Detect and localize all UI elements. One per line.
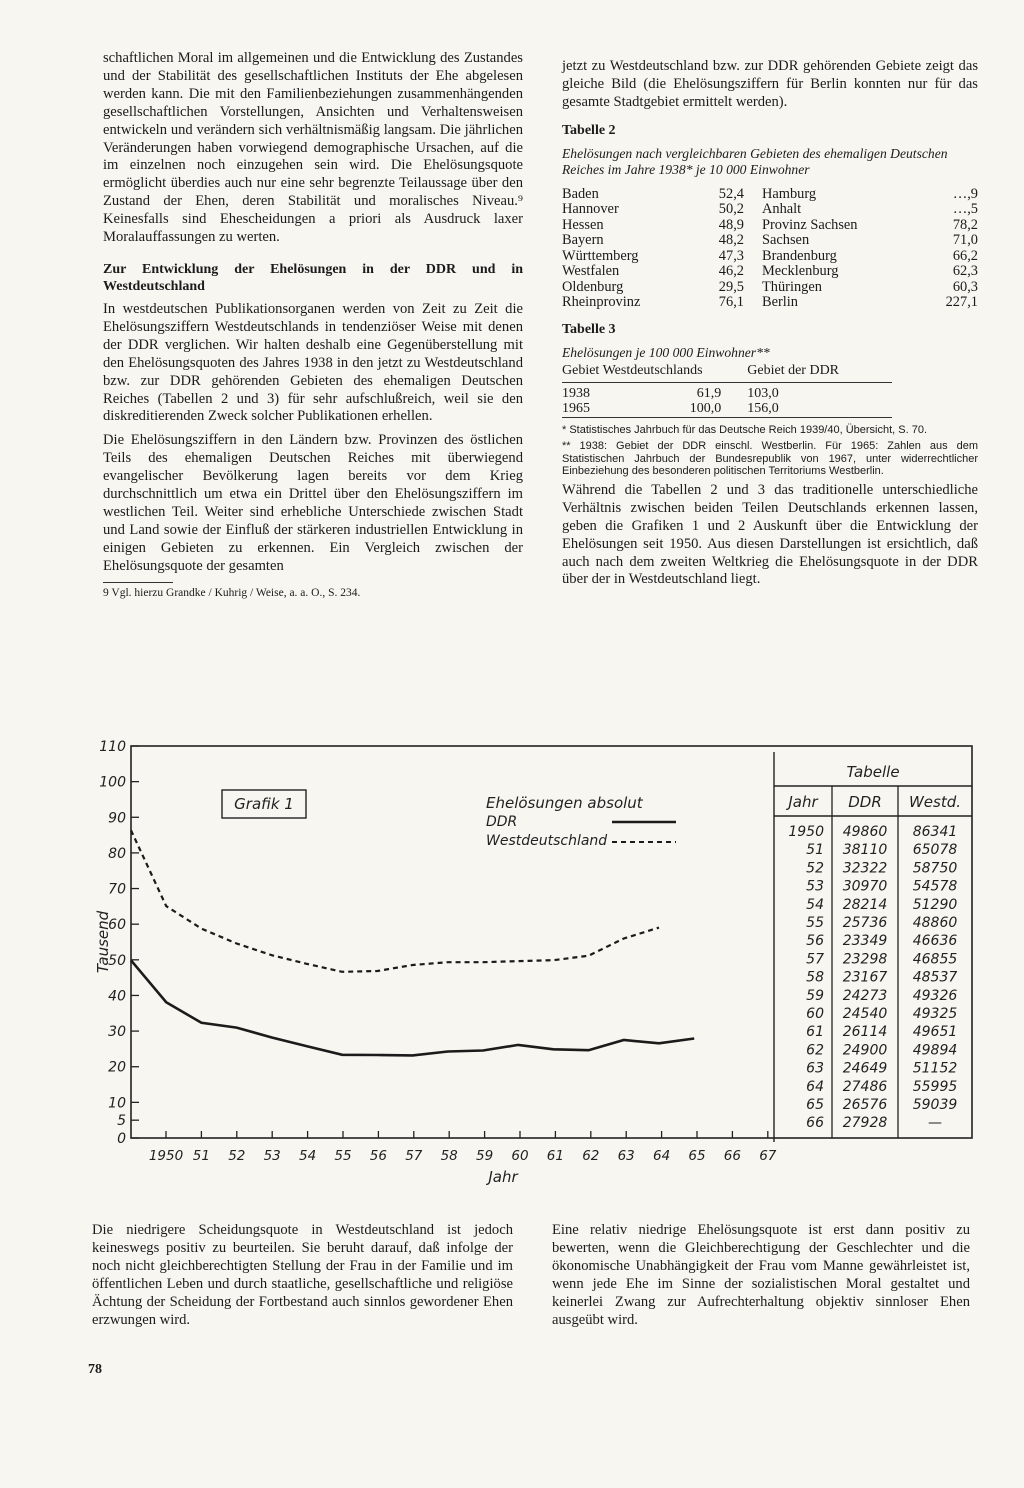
table2-value: 71,0 — [952, 232, 978, 249]
table3-west: 100,0 — [689, 401, 722, 417]
embedded-table-west: 46855 — [912, 951, 958, 968]
x-tick-label: 58 — [440, 1148, 458, 1164]
table2-region: Provinz Sachsen — [761, 216, 858, 233]
x-tick-label: 66 — [723, 1148, 741, 1164]
x-tick-label: 1950 — [148, 1148, 184, 1164]
paragraph: Während die Tabellen 2 und 3 das traditionelle unterschiedliche Verhältnis zwischen beiden Teilen Deutschlands erkennen lassen, geben die Grafiken 1 und 2 Auskunft über die Entwicklung der Ehelösungen seit 1950. Aus diesen Darstellungen ist ersichtlich, daß auch nach dem zweiten Weltkrieg die Ehelösungsquote in der DDR über der in Westdeutschland liegt. — [562, 481, 978, 588]
page-number: 78 — [88, 1362, 102, 1377]
x-axis-label: Jahr — [488, 1168, 518, 1186]
y-tick-label: 40 — [108, 988, 126, 1005]
embedded-table-year: 51 — [806, 842, 824, 859]
x-tick-label: 62 — [582, 1148, 600, 1164]
embedded-table-ddr: 24649 — [842, 1060, 888, 1077]
table3-header-ddr: Gebiet der DDR — [747, 363, 840, 379]
legend-title: Ehelösungen absolut — [486, 794, 643, 812]
embedded-table-year: 56 — [806, 933, 824, 950]
embedded-table-west: 49894 — [912, 1042, 958, 1059]
embedded-table-year: 52 — [806, 860, 824, 877]
legend-label-ddr: DDR — [486, 814, 518, 830]
note: * Statistisches Jahrbuch für das Deutsche Reich 1939/40, Übersicht, S. 70. — [562, 423, 928, 436]
embedded-table-ddr: 23167 — [842, 969, 888, 986]
x-tick-label: 60 — [511, 1148, 529, 1164]
table2-row — [562, 280, 978, 296]
paragraph: Die Ehelösungsziffern in den Ländern bzw. Provinzen des östlichen Teils des ehemaligen Deutschen Reiches mit überwiegend evangelischer Bevölkerung lagen bereits vor dem Krieg durchschnittlich um etwa ein Drittel über den Ehelösungsziffern im westlichen Teil. Weiter sind erhebliche Unterschiede zwischen Stadt und Land sowie der Einfluß der stärkeren industriellen Entwicklung in einigen Gebieten zu erkennen. Ein Vergleich zwischen der Ehelösungsquote der gesamten — [103, 432, 523, 574]
embedded-table-year: 60 — [806, 1006, 824, 1022]
table2-value: 78,2 — [952, 216, 978, 233]
grafik-1-chart — [0, 730, 1024, 1190]
embedded-table-year: 61 — [806, 1024, 824, 1041]
embedded-table-ddr: 27928 — [842, 1115, 888, 1132]
embedded-table-ddr: 23349 — [842, 933, 888, 950]
table2-region: Württemberg — [562, 247, 639, 264]
embedded-table-west: 59039 — [912, 1097, 958, 1113]
x-tick-label: 53 — [263, 1148, 281, 1164]
table2-row — [562, 218, 978, 234]
y-tick-label: 110 — [99, 739, 126, 755]
embedded-table-ddr: 24273 — [842, 987, 888, 1004]
table2-value: 60,3 — [952, 278, 978, 295]
y-tick-label: 100 — [99, 774, 126, 791]
x-tick-label: 51 — [192, 1148, 210, 1164]
table2-row — [562, 187, 978, 203]
y-tick-label: 70 — [108, 881, 126, 898]
x-tick-label: 63 — [617, 1148, 635, 1164]
embedded-table-west: 48860 — [912, 915, 958, 931]
table2-region: Rheinprovinz — [562, 294, 641, 311]
note: ** 1938: Gebiet der DDR einschl. Westberlin. Für 1965: Zahlen aus dem Statistischen Jahrbuch der Bundesrepublik von 1967, unter widerrechtlicher Einbeziehung des besonderen politischen Territoriums Westberlin. — [562, 440, 978, 478]
table2-value: 29,5 — [718, 278, 744, 295]
table2-value: 46,2 — [718, 263, 744, 280]
embedded-table-west: 65078 — [912, 842, 958, 859]
table2-value: 52,4 — [718, 185, 744, 202]
x-tick-label: 54 — [299, 1148, 317, 1164]
embedded-table-ddr: 32322 — [842, 860, 888, 877]
embedded-table-west: 54578 — [912, 878, 958, 895]
embedded-table-year: 63 — [806, 1060, 824, 1077]
embedded-table-year: 65 — [806, 1097, 824, 1113]
table2-row — [562, 264, 978, 280]
embedded-table-year: 57 — [806, 951, 824, 968]
embedded-table-ddr: 27486 — [842, 1078, 888, 1095]
y-tick-label: 80 — [108, 845, 126, 862]
table2-region: Sachsen — [761, 232, 810, 249]
paragraph: In westdeutschen Publikationsorganen werden von Zeit zu Zeit die Ehelösungsziffern Westdeutschlands in tendenziöser Weise mit denen der DDR verglichen. Wir halten deshalb eine Gegenüberstellung mit den Ehelösungsquoten des Jahres 1938 in den jetzt zu Westdeutschland bzw. zur DDR gehörenden Gebieten des ehemaligen Deutschen Reiches (Tabellen 2 und 3) für sehr aufschlußreich, weil sie den diskreditierenden Zweck solcher Publikationen erhellen. — [103, 300, 523, 425]
y-tick-label: 20 — [108, 1059, 126, 1076]
table3-title: Tabelle 3 — [562, 321, 616, 337]
table2-region: Oldenburg — [562, 278, 624, 295]
table2-row — [562, 202, 978, 218]
table2-value: …,9 — [952, 185, 978, 202]
table2-title: Tabelle 2 — [562, 122, 616, 138]
series-line-westdeutschland — [131, 830, 659, 972]
embedded-table-west: 48537 — [912, 969, 958, 986]
y-tick-label: 60 — [108, 917, 126, 934]
x-tick-label: 56 — [369, 1148, 387, 1164]
table3-row — [562, 401, 892, 417]
table2-value: 62,3 — [952, 263, 978, 280]
y-tick-label: 10 — [108, 1095, 126, 1112]
table2-region: Hessen — [562, 216, 604, 233]
embedded-table-west: 51152 — [912, 1060, 958, 1077]
table3-ddr: 103,0 — [747, 385, 779, 401]
table2-value: 50,2 — [718, 201, 744, 218]
footnote-rule — [103, 582, 173, 583]
embedded-table-year: 54 — [806, 896, 824, 913]
embedded-table-header: Westd. — [908, 793, 962, 811]
table2-value: 227,1 — [945, 294, 978, 311]
embedded-table-ddr: 38110 — [842, 842, 888, 859]
table2-row — [562, 295, 978, 311]
bottom-left-paragraph: Die niedrigere Scheidungsquote in Westdeutschland ist jedoch keineswegs positiv zu beurteilen. Sie beruht darauf, daß infolge der noch nicht gleichberechtigten Stellung der Frau in der Familie und im öffentlichen Leben und durch staatliche, gesellschaftliche und religiöse Ächtung der Scheidung der Fortbestand auch sinnlos gewordener Ehen erzwungen wird. — [92, 1222, 513, 1328]
table2-value: 48,2 — [718, 232, 744, 249]
embedded-table-ddr: 26114 — [842, 1024, 888, 1041]
embedded-table-west: 49325 — [912, 1006, 958, 1022]
embedded-table-ddr: 26576 — [842, 1097, 888, 1113]
x-tick-label: 65 — [688, 1148, 706, 1164]
table2-value: …,5 — [952, 201, 978, 218]
table3-year: 1965 — [562, 401, 590, 417]
table2 — [562, 187, 978, 311]
table2-region: Thüringen — [761, 278, 822, 295]
embedded-table-ddr: 28214 — [842, 896, 888, 913]
table3-ddr: 156,0 — [747, 401, 779, 417]
embedded-table-header: Jahr — [788, 793, 818, 811]
table2-region: Westfalen — [562, 263, 620, 280]
left-column — [103, 50, 523, 600]
table2-value: 66,2 — [952, 247, 978, 264]
series-line-ddr — [131, 960, 694, 1055]
paragraph: schaftlichen Moral im allgemeinen und die Entwicklung des Zustandes und der Stabilität des gesellschaftlichen Instituts der Ehe abgelesen werden kann. Die mit den Familienbeziehungen zusammenhängenden gesellschaftlichen Vorstellungen, Ansichten und Verhaltensweisen entwickeln und verändern sich verhältnismäßig langsam. Die jährlichen Veränderungen haben vorwiegend demographische Ursachen, auf die im einzelnen noch einzugehen sein wird. Die Ehelösungsquote ermöglicht überdies auch nur eine sehr begrenzte Teilaussage über den Zustand der Ehen, deren Stabilität und moralisches Niveau.⁹ Keinesfalls sind Ehescheidungen a priori als Ausdruck laxer Moralauffassungen zu werten. — [103, 50, 523, 246]
table2-region: Mecklenburg — [761, 263, 839, 280]
footnote: 9 Vgl. hierzu Grandke / Kuhrig / Weise, a. a. O., S. 234. — [103, 586, 361, 599]
embedded-table-year: 64 — [806, 1078, 824, 1095]
embedded-table-ddr: 23298 — [842, 951, 888, 968]
embedded-table-ddr: 49860 — [842, 824, 888, 840]
chart-title: Grafik 1 — [234, 795, 294, 813]
table2-region: Baden — [562, 185, 599, 202]
table2-region: Brandenburg — [761, 247, 837, 264]
embedded-table-west: 55995 — [912, 1078, 958, 1095]
table2-caption: Ehelösungen nach vergleichbaren Gebieten des ehemaligen Deutschen Reiches im Jahre 1938* je 10 000 Einwohner — [562, 145, 948, 178]
embedded-table-title: Tabelle — [846, 763, 900, 781]
table2-value: 48,9 — [718, 216, 744, 233]
legend-label-west: Westdeutschland — [486, 833, 608, 849]
embedded-table-west: 49651 — [912, 1024, 958, 1041]
y-tick-label: 5 — [117, 1113, 126, 1130]
x-tick-label: 55 — [334, 1148, 352, 1164]
embedded-table-year: 58 — [806, 969, 824, 986]
x-tick-label: 52 — [228, 1148, 246, 1164]
embedded-table-year: 62 — [806, 1042, 824, 1059]
embedded-table-year: 55 — [806, 915, 824, 931]
table2-row — [562, 249, 978, 265]
y-tick-label: 0 — [117, 1131, 126, 1147]
x-tick-label: 59 — [476, 1148, 494, 1164]
embedded-table-ddr: 30970 — [842, 878, 888, 895]
embedded-table-west: 86341 — [912, 824, 958, 840]
embedded-table-ddr: 24900 — [842, 1042, 888, 1059]
table2-region: Bayern — [562, 232, 604, 249]
table3-header-west: Gebiet Westdeutschlands — [562, 363, 703, 379]
y-tick-label: 90 — [108, 810, 126, 827]
table2-region: Anhalt — [761, 201, 802, 218]
table3-row — [562, 382, 892, 401]
y-axis-label: Tausend — [94, 910, 112, 974]
table2-region: Berlin — [761, 294, 798, 311]
x-tick-label: 57 — [405, 1148, 423, 1164]
table3-west: 61,9 — [696, 385, 722, 401]
y-tick-label: 30 — [108, 1024, 126, 1041]
table3-caption: Ehelösungen je 100 000 Einwohner** — [562, 344, 770, 360]
paragraph: jetzt zu Westdeutschland bzw. zur DDR gehörenden Gebiete zeigt das gleiche Bild (die Ehelösungsziffern für Berlin konnten nur für das gesamte Stadtgebiet ermittelt werden). — [562, 58, 978, 110]
embedded-table-ddr: 24540 — [842, 1006, 888, 1022]
x-tick-label: 64 — [653, 1148, 671, 1164]
table2-value: 76,1 — [718, 294, 744, 311]
embedded-table-west: 58750 — [912, 860, 958, 877]
embedded-table-year: 66 — [806, 1115, 824, 1132]
embedded-table-ddr: 25736 — [842, 915, 888, 931]
table2-value: 47,3 — [718, 247, 744, 264]
x-tick-label: 67 — [759, 1148, 777, 1164]
table2-region: Hamburg — [761, 185, 817, 202]
embedded-table-year: 53 — [806, 878, 824, 895]
bottom-right-paragraph: Eine relativ niedrige Ehelösungsquote ist erst dann positiv zu bewerten, wenn die Gleichberechtigung der Geschlechter und die ökonomische Unabhängigkeit der Frau vom Manne gewährleistet ist, wenn jede Ehe im Sinne der sozialistischen Moral gestaltet und keinerlei Zwang zur Aufrechterhaltung objektiv sinnloser Ehen ausgeübt wird. — [552, 1222, 970, 1328]
y-tick-label: 50 — [108, 952, 126, 969]
table3 — [562, 363, 892, 418]
section-heading: Zur Entwicklung der Ehelösungen in der DDR und in Westdeutschland — [103, 261, 523, 294]
embedded-table-header: DDR — [848, 793, 882, 811]
right-column — [562, 58, 978, 595]
embedded-table-west: 51290 — [912, 896, 958, 913]
embedded-table-year: 59 — [806, 987, 824, 1004]
table3-year: 1938 — [562, 385, 590, 401]
embedded-table-west: 46636 — [912, 933, 958, 950]
table-notes — [562, 424, 978, 478]
table2-row — [562, 233, 978, 249]
table2-region: Hannover — [562, 201, 619, 218]
embedded-table-west: — — [928, 1115, 942, 1132]
x-tick-label: 61 — [546, 1148, 564, 1164]
embedded-table-year: 1950 — [788, 824, 824, 840]
embedded-table-west: 49326 — [912, 987, 958, 1004]
